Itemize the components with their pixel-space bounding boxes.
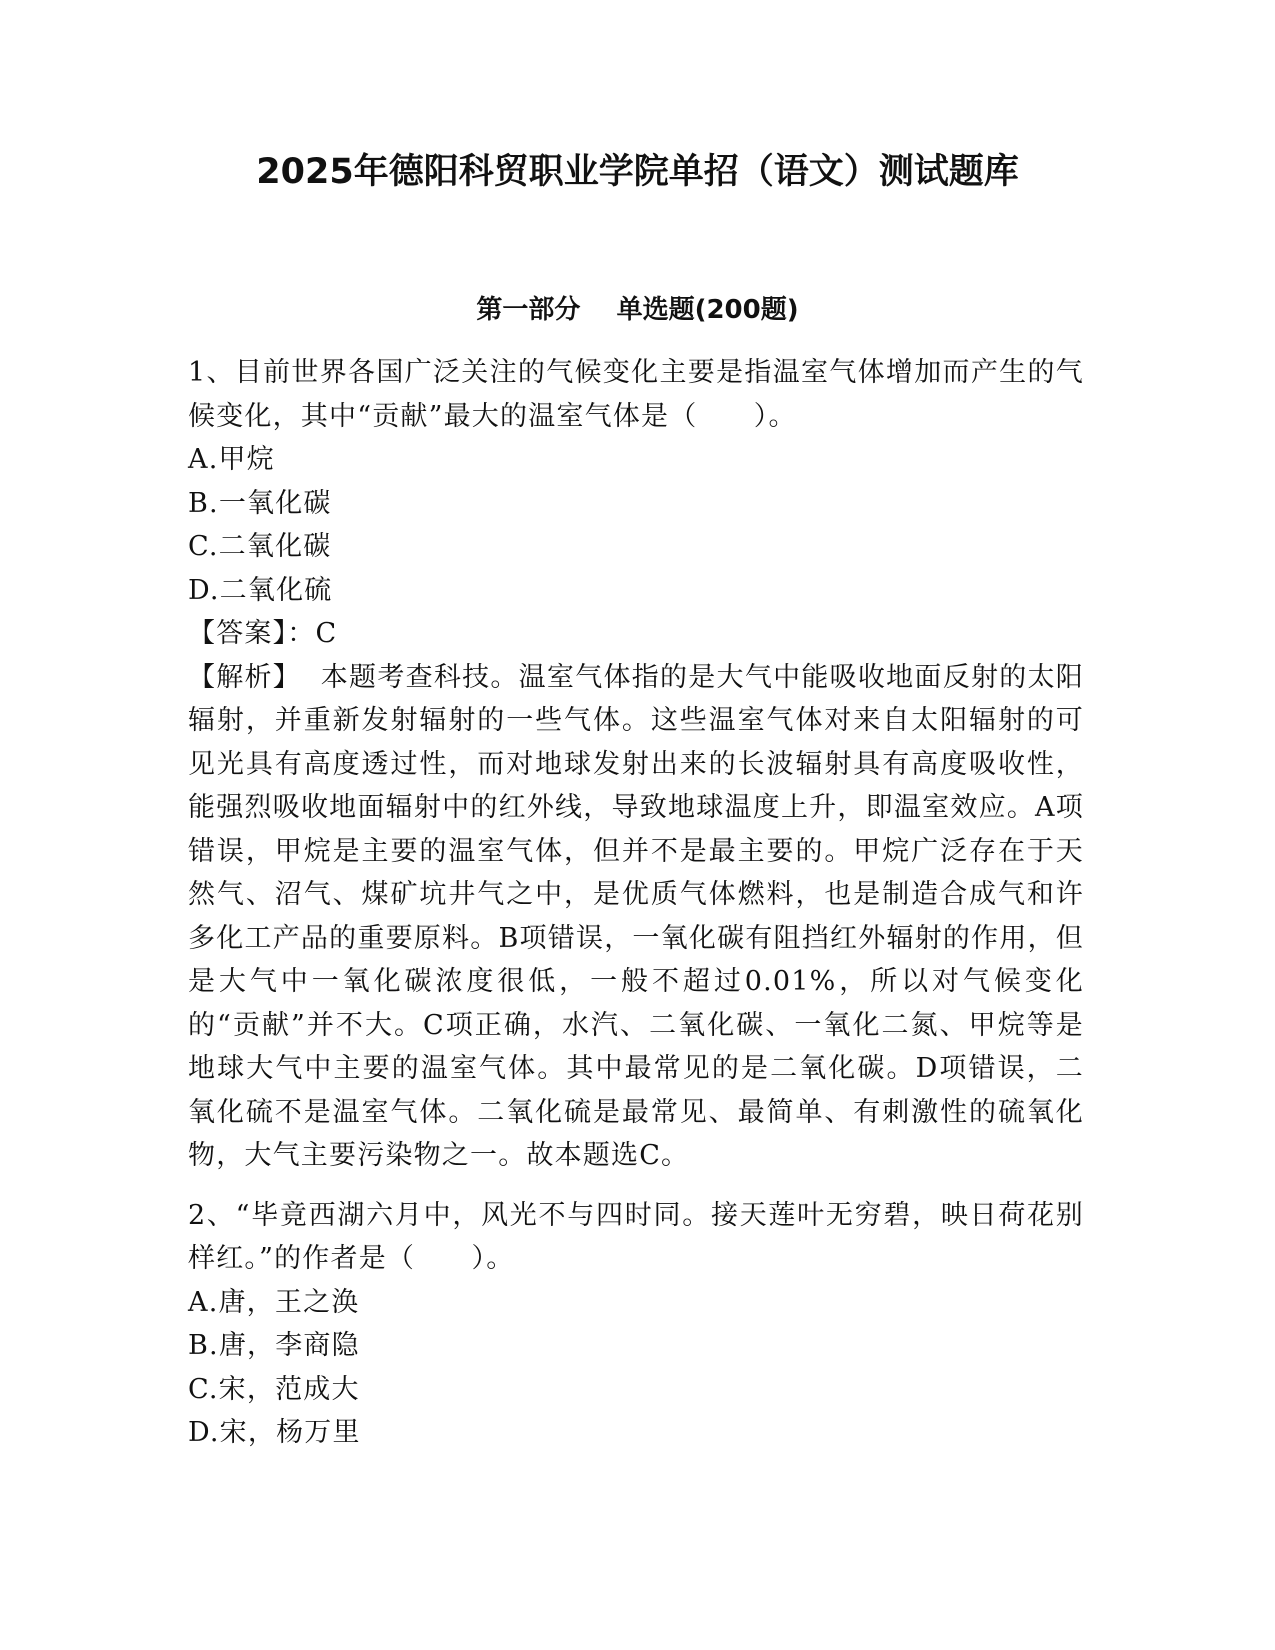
option-b: B.一氧化碳 bbox=[188, 487, 332, 519]
answer-line bbox=[188, 612, 1084, 656]
option-a: A.唐，王之涣 bbox=[188, 1286, 360, 1318]
section-title: 第一部分 单选题(200题) bbox=[476, 295, 799, 325]
option-c: C.宋，范成大 bbox=[188, 1373, 360, 1405]
question-stem: 1、目前世界各国广泛关注的气候变化主要是指温室气体增加而产生的气候变化，其中“贡献”最大的温室气体是（ ）。 bbox=[188, 357, 1084, 432]
question-stem: 2、“毕竟西湖六月中，风光不与四时同。接天莲叶无穷碧，映日荷花别样红。”的作者是（ ）。 bbox=[188, 1199, 1084, 1274]
option-d: D.二氧化硫 bbox=[188, 574, 333, 606]
answer-label: 【答案】： bbox=[188, 618, 316, 649]
option-b: B.唐，李商隐 bbox=[188, 1330, 360, 1361]
option-c: C.二氧化碳 bbox=[188, 531, 332, 562]
analysis-paragraph bbox=[188, 656, 1084, 1178]
answer-value: C bbox=[315, 618, 338, 649]
option-d: D.宋，杨万里 bbox=[188, 1417, 361, 1448]
analysis-text: 本题考查科技。温室气体指的是大气中能吸收地面反射的太阳辐射，并重新发射辐射的一些气体。这些温室气体对来自太阳辐射的可见光具有高度透过性，而对地球发射出来的长波辐射具有高度吸收性，能强烈吸收地面辐射中的红外线，导致地球温度上升，即温室效应。A项错误，甲烷是主要的温室气体，但并不是最主要的。甲烷广泛存在于天然气、沼气、煤矿坑井气之中，是优质气体燃料，也是制造合成气和许多化工产品的重要原料。B项错误，一氧化碳有阻挡红外辐射的作用，但是大气中一氧化碳浓度很低，一般不超过0.01%，所以对气候变化的“贡献”并不大。C项正确，水汽、二氧化碳、一氧化二氮、甲烷等是地球大气中主要的温室气体。其中最常见的是二氧化碳。D项错误，二氧化硫不是温室气体。二氧化硫是最常见、最简单、有刺激性的硫氧化物，大气主要污染物之一。故本题选C。 bbox=[188, 661, 1084, 1171]
analysis-label: 【解析】 bbox=[188, 661, 321, 693]
option-a: A.甲烷 bbox=[188, 444, 275, 475]
question-list bbox=[188, 351, 1084, 1471]
document-title: 2025年德阳科贸职业学院单招（语文）测试题库 bbox=[256, 152, 1019, 192]
question-1 bbox=[188, 351, 1084, 1178]
question-2 bbox=[188, 1194, 1084, 1455]
